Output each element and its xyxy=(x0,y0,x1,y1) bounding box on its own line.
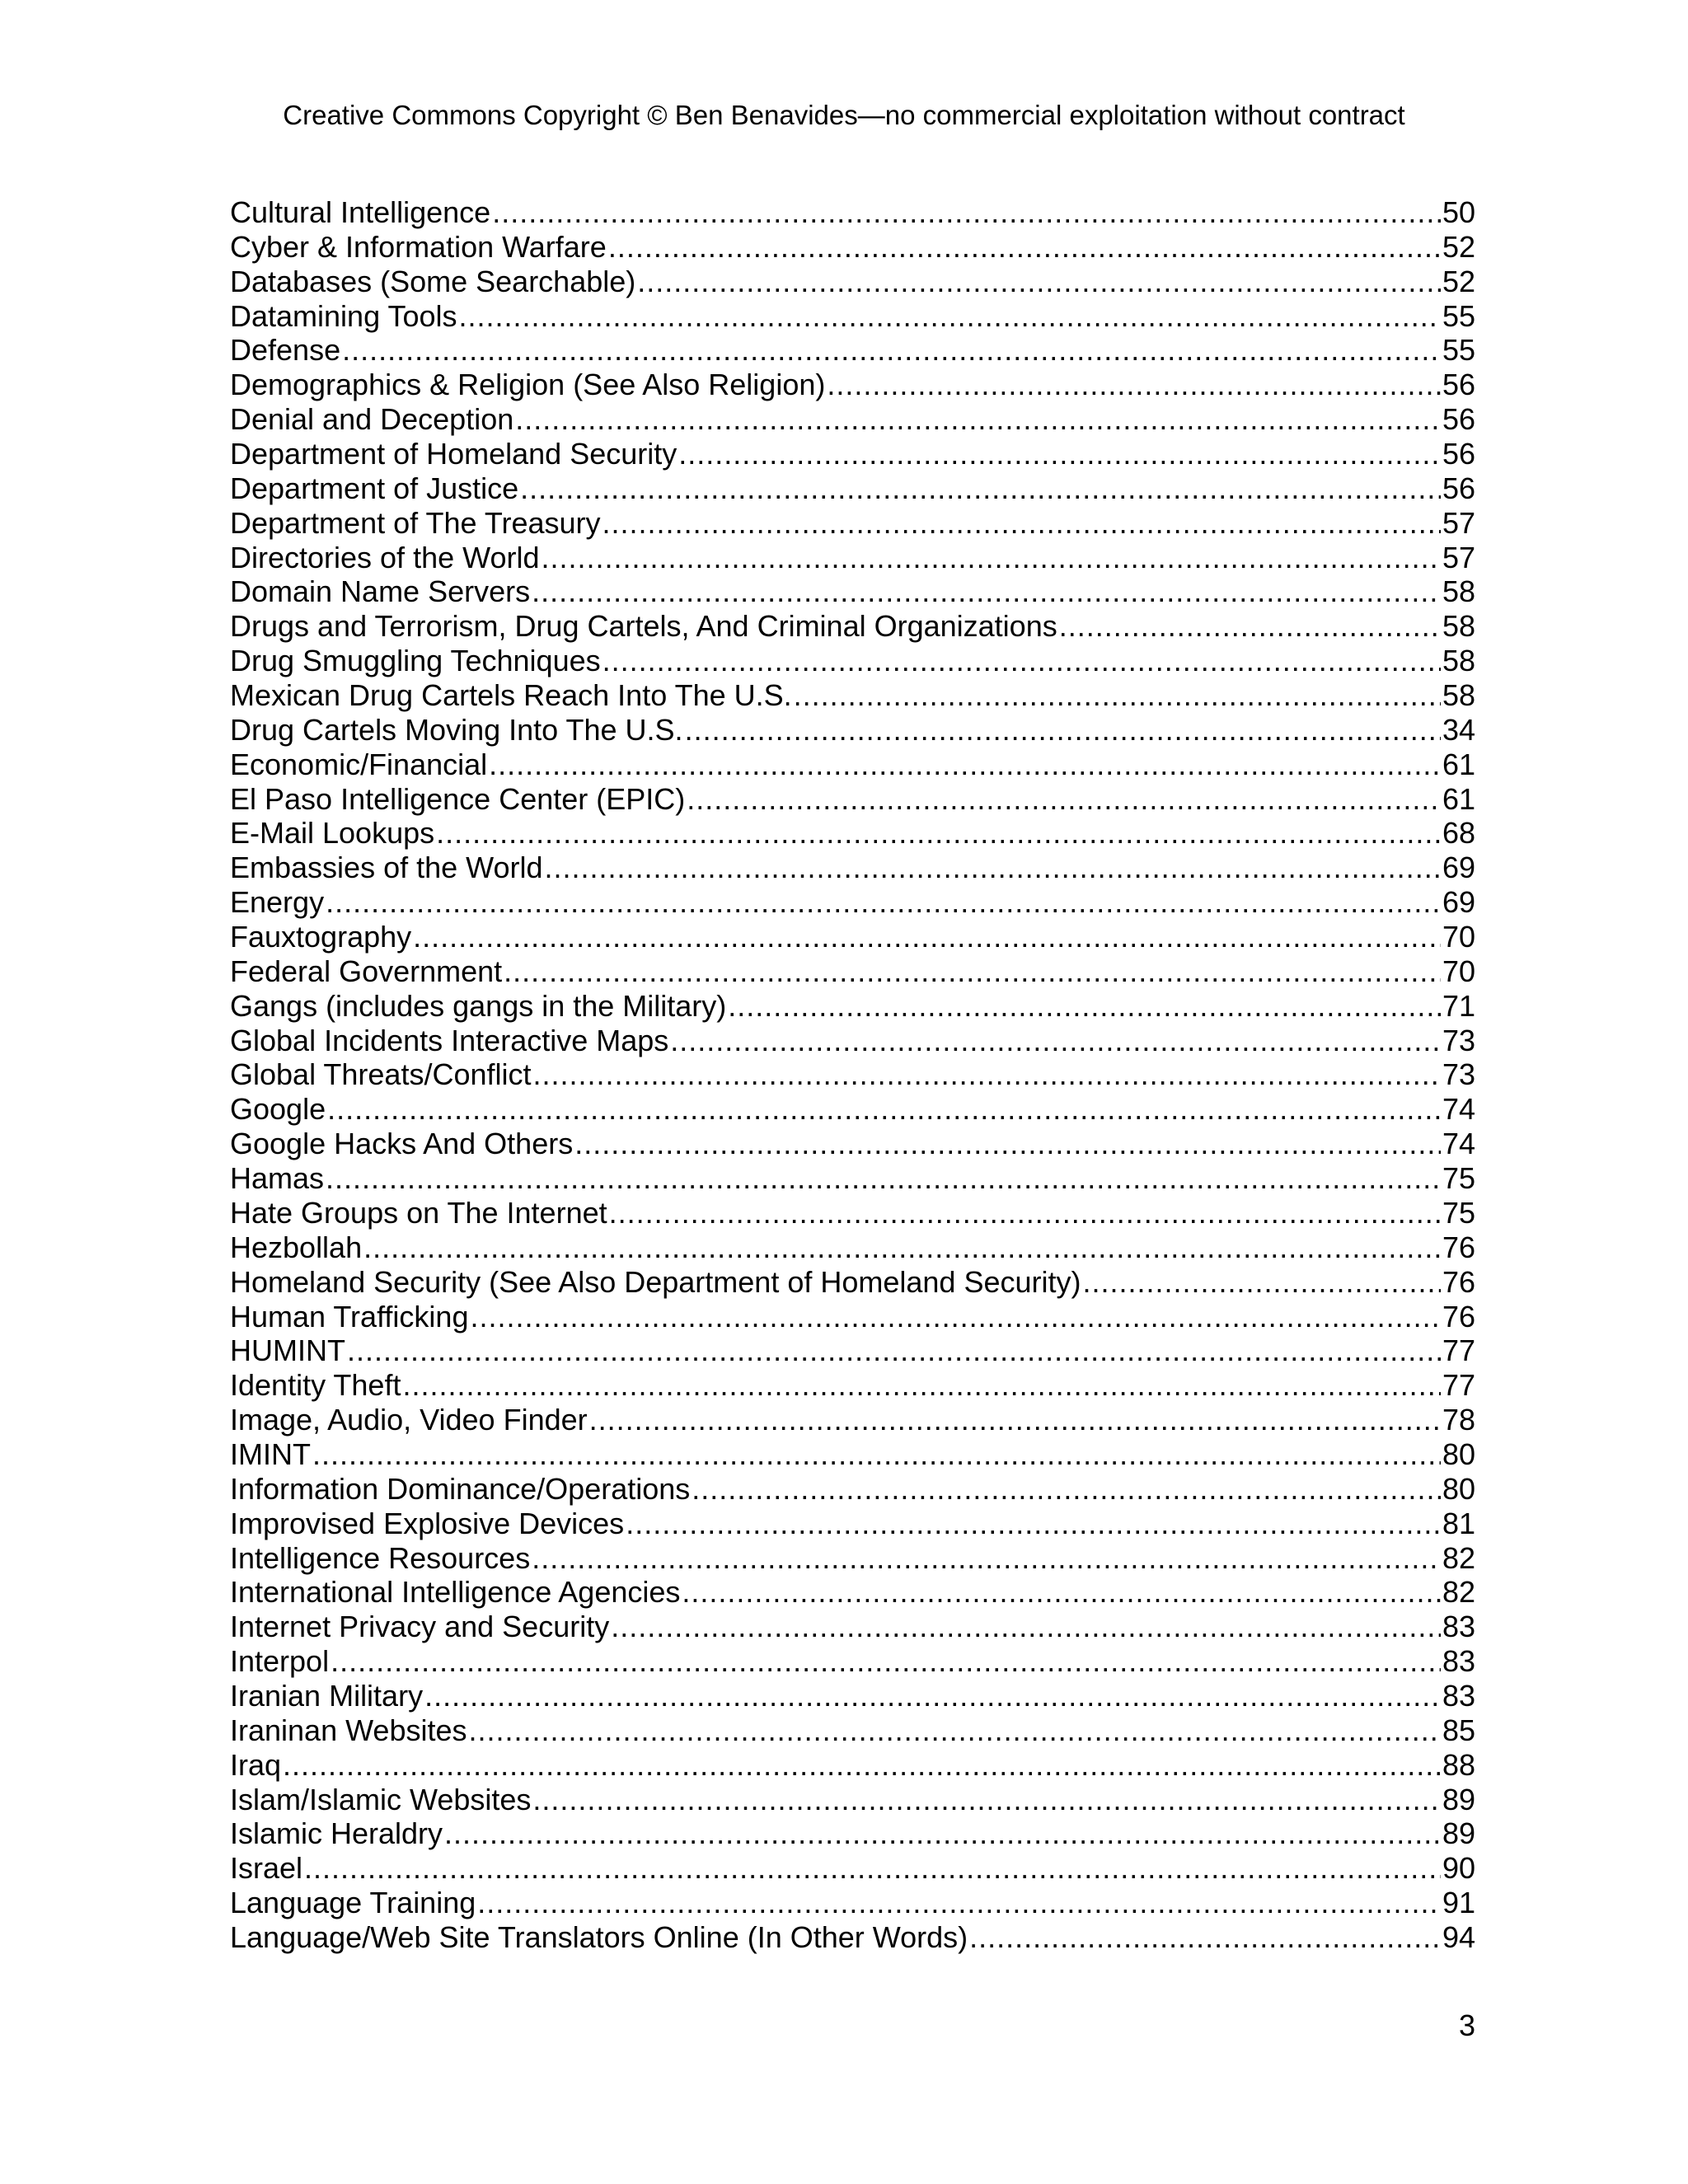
toc-entry-page: 52 xyxy=(1442,229,1475,264)
toc-entry-title: International Intelligence Agencies xyxy=(230,1575,681,1610)
toc-entry-title: Intelligence Resources xyxy=(230,1540,531,1575)
toc-entry-title: Directories of the World xyxy=(230,540,540,574)
toc-entry-title: Identity Theft xyxy=(230,1368,401,1403)
toc-entry xyxy=(230,1507,1475,1541)
toc-entry-title: Gangs (includes gangs in the Military) xyxy=(230,988,727,1023)
toc-entry-title: Drugs and Terrorism, Drug Cartels, And Criminal Organizations xyxy=(230,609,1057,644)
toc-dot-leader xyxy=(603,644,1441,678)
toc-entry-page: 76 xyxy=(1442,1230,1475,1264)
toc-entry xyxy=(230,1161,1475,1196)
toc-dot-leader xyxy=(402,1368,1440,1403)
toc-entry-page: 57 xyxy=(1442,540,1475,574)
toc-entry-page: 58 xyxy=(1442,678,1475,713)
toc-entry-page: 83 xyxy=(1442,1610,1475,1644)
toc-entry-title: Energy xyxy=(230,885,325,920)
toc-dot-leader xyxy=(470,1300,1440,1334)
toc-entry-title: Hamas xyxy=(230,1161,325,1196)
toc-entry-page: 73 xyxy=(1442,1023,1475,1057)
toc-entry xyxy=(230,574,1475,609)
toc-dot-leader xyxy=(413,920,1441,954)
toc-entry-page: 56 xyxy=(1442,368,1475,402)
toc-entry-page: 83 xyxy=(1442,1678,1475,1713)
toc-entry xyxy=(230,1851,1475,1886)
toc-entry-title: Information Dominance/Operations xyxy=(230,1471,691,1506)
toc-entry xyxy=(230,1575,1475,1610)
toc-entry-title: Hate Groups on The Internet xyxy=(230,1195,607,1230)
toc-dot-leader xyxy=(504,954,1441,989)
toc-entry xyxy=(230,333,1475,368)
toc-entry xyxy=(230,368,1475,402)
toc-entry xyxy=(230,678,1475,713)
toc-entry-title: Image, Audio, Video Finder xyxy=(230,1403,588,1437)
page-number: 3 xyxy=(1458,2008,1475,2042)
toc-entry xyxy=(230,1644,1475,1679)
toc-entry-title: Domain Name Servers xyxy=(230,574,531,609)
toc-entry-page: 82 xyxy=(1442,1575,1475,1610)
toc-entry-title: Iranian Military xyxy=(230,1678,424,1713)
toc-entry-title: Cyber & Information Warfare xyxy=(230,229,607,264)
toc-entry xyxy=(230,1783,1475,1817)
toc-entry-page: 80 xyxy=(1442,1471,1475,1506)
toc-entry-page: 61 xyxy=(1442,781,1475,816)
toc-entry-page: 83 xyxy=(1442,1644,1475,1679)
toc-entry-title: Department of Justice xyxy=(230,471,519,505)
toc-dot-leader xyxy=(589,1403,1441,1437)
toc-dot-leader xyxy=(489,748,1441,782)
toc-entry-title: Mexican Drug Cartels Reach Into The U.S. xyxy=(230,678,792,713)
toc-entry-title: Hezbollah xyxy=(230,1230,363,1264)
toc-entry-page: 77 xyxy=(1442,1368,1475,1403)
toc-dot-leader xyxy=(304,1851,1441,1886)
toc-dot-leader xyxy=(541,541,1440,575)
toc-entry xyxy=(230,1230,1475,1265)
toc-entry xyxy=(230,541,1475,575)
toc-entry xyxy=(230,471,1475,506)
toc-dot-leader xyxy=(611,1610,1441,1644)
toc-dot-leader xyxy=(532,1783,1441,1817)
toc-entry xyxy=(230,1196,1475,1230)
toc-dot-leader xyxy=(424,1679,1441,1713)
toc-entry xyxy=(230,1713,1475,1748)
toc-dot-leader xyxy=(515,402,1441,437)
toc-entry-page: 61 xyxy=(1442,747,1475,781)
toc-entry xyxy=(230,1816,1475,1851)
toc-entry-title: Drug Cartels Moving Into The U.S. xyxy=(230,712,683,747)
toc-dot-leader xyxy=(326,1161,1441,1196)
toc-entry-page: 76 xyxy=(1442,1264,1475,1299)
toc-dot-leader xyxy=(574,1127,1441,1161)
toc-entry xyxy=(230,1300,1475,1334)
toc-entry-page: 69 xyxy=(1442,851,1475,885)
toc-dot-leader xyxy=(728,989,1441,1024)
toc-dot-leader xyxy=(469,1713,1441,1748)
toc-entry-title: Google Hacks And Others xyxy=(230,1127,574,1161)
toc-entry-title: Islam/Islamic Websites xyxy=(230,1782,532,1816)
toc-entry xyxy=(230,885,1475,920)
toc-entry-title: Human Trafficking xyxy=(230,1299,469,1333)
toc-entry xyxy=(230,402,1475,437)
toc-entry xyxy=(230,1610,1475,1644)
toc-entry-title: Language/Web Site Translators Online (In Other Words) xyxy=(230,1919,968,1954)
toc-dot-leader xyxy=(331,1644,1441,1679)
toc-dot-leader xyxy=(687,782,1441,817)
toc-entry xyxy=(230,1127,1475,1161)
toc-entry xyxy=(230,851,1475,885)
toc-dot-leader xyxy=(326,885,1441,920)
toc-entry-title: Google xyxy=(230,1092,326,1127)
toc-entry-title: Economic/Financial xyxy=(230,747,488,781)
toc-entry xyxy=(230,816,1475,851)
toc-entry-page: 58 xyxy=(1442,574,1475,609)
toc-entry-page: 73 xyxy=(1442,1057,1475,1092)
toc-entry-page: 77 xyxy=(1442,1333,1475,1368)
toc-entry-page: 78 xyxy=(1442,1403,1475,1437)
toc-dot-leader xyxy=(608,230,1441,265)
toc-entry-page: 68 xyxy=(1442,816,1475,851)
toc-entry-page: 69 xyxy=(1442,885,1475,920)
toc-entry xyxy=(230,1886,1475,1920)
toc-dot-leader xyxy=(283,1748,1441,1783)
toc-dot-leader xyxy=(532,574,1441,609)
toc-entry-page: 74 xyxy=(1442,1092,1475,1127)
toc-entry-title: Drug Smuggling Techniques xyxy=(230,644,601,678)
toc-entry-page: 52 xyxy=(1442,264,1475,298)
toc-entry-page: 90 xyxy=(1442,1851,1475,1886)
toc-entry-title: Datamining Tools xyxy=(230,298,457,333)
toc-dot-leader xyxy=(1059,609,1441,644)
toc-entry-title: Cultural Intelligence xyxy=(230,195,491,229)
toc-dot-leader xyxy=(609,1196,1441,1230)
toc-entry-title: Embassies of the World xyxy=(230,851,543,885)
toc-entry-title: Iraq xyxy=(230,1747,282,1782)
toc-entry xyxy=(230,195,1475,230)
toc-entry-page: 85 xyxy=(1442,1713,1475,1747)
toc-dot-leader xyxy=(363,1230,1441,1265)
toc-entry-page: 55 xyxy=(1442,298,1475,333)
toc-dot-leader xyxy=(312,1437,1441,1472)
toc-entry xyxy=(230,1057,1475,1092)
toc-entry xyxy=(230,1541,1475,1576)
toc-entry-page: 56 xyxy=(1442,402,1475,437)
toc-entry xyxy=(230,713,1475,748)
toc-entry xyxy=(230,989,1475,1024)
toc-entry-page: 70 xyxy=(1442,954,1475,988)
toc-entry-page: 88 xyxy=(1442,1747,1475,1782)
toc-entry xyxy=(230,748,1475,782)
toc-entry-title: Global Incidents Interactive Maps xyxy=(230,1023,669,1057)
toc-entry-title: Iraninan Websites xyxy=(230,1713,467,1747)
toc-entry xyxy=(230,1403,1475,1437)
toc-dot-leader xyxy=(533,1057,1441,1092)
table-of-contents xyxy=(230,195,1475,1955)
toc-dot-leader xyxy=(637,265,1441,299)
toc-dot-leader xyxy=(342,333,1441,368)
toc-entry-title: E-Mail Lookups xyxy=(230,816,435,851)
toc-entry xyxy=(230,920,1475,954)
toc-entry-page: 82 xyxy=(1442,1540,1475,1575)
toc-dot-leader xyxy=(670,1024,1441,1058)
toc-entry-title: Israel xyxy=(230,1851,303,1886)
toc-entry xyxy=(230,1368,1475,1403)
toc-entry-page: 56 xyxy=(1442,471,1475,505)
toc-dot-leader xyxy=(794,678,1441,713)
toc-dot-leader xyxy=(685,713,1441,748)
toc-entry-page: 55 xyxy=(1442,333,1475,368)
toc-entry-title: Homeland Security (See Also Department of Homeland Security) xyxy=(230,1264,1081,1299)
toc-entry xyxy=(230,954,1475,989)
toc-entry xyxy=(230,265,1475,299)
toc-dot-leader xyxy=(626,1507,1441,1541)
toc-entry xyxy=(230,609,1475,644)
toc-entry xyxy=(230,437,1475,471)
toc-entry-page: 71 xyxy=(1442,988,1475,1023)
toc-entry-page: 91 xyxy=(1442,1886,1475,1920)
toc-entry-title: HUMINT xyxy=(230,1333,345,1368)
toc-entry-title: Department of The Treasury xyxy=(230,505,601,540)
toc-entry-title: Fauxtography xyxy=(230,920,412,954)
toc-dot-leader xyxy=(682,1575,1441,1610)
toc-entry xyxy=(230,1024,1475,1058)
toc-entry-title: IMINT xyxy=(230,1436,311,1471)
toc-entry-title: Islamic Heraldry xyxy=(230,1816,443,1851)
toc-entry xyxy=(230,644,1475,678)
toc-entry-page: 75 xyxy=(1442,1161,1475,1196)
toc-entry-title: Federal Government xyxy=(230,954,503,988)
toc-dot-leader xyxy=(458,299,1440,334)
toc-entry-title: Defense xyxy=(230,333,341,368)
toc-entry-page: 50 xyxy=(1442,195,1475,229)
toc-entry xyxy=(230,1472,1475,1507)
toc-dot-leader xyxy=(827,368,1441,402)
toc-entry xyxy=(230,1092,1475,1127)
toc-dot-leader xyxy=(520,471,1441,506)
toc-entry xyxy=(230,1920,1475,1955)
toc-dot-leader xyxy=(444,1816,1441,1851)
toc-entry xyxy=(230,782,1475,817)
toc-entry xyxy=(230,1333,1475,1368)
toc-entry xyxy=(230,299,1475,334)
toc-entry-page: 76 xyxy=(1442,1299,1475,1333)
toc-dot-leader xyxy=(492,195,1441,230)
toc-dot-leader xyxy=(678,437,1441,471)
toc-entry xyxy=(230,1437,1475,1472)
toc-entry xyxy=(230,1265,1475,1300)
toc-entry-page: 80 xyxy=(1442,1436,1475,1471)
toc-dot-leader xyxy=(692,1472,1441,1507)
toc-dot-leader xyxy=(603,506,1441,541)
toc-entry xyxy=(230,506,1475,541)
toc-dot-leader xyxy=(969,1920,1441,1955)
toc-entry-page: 58 xyxy=(1442,644,1475,678)
page-header-copyright: Creative Commons Copyright © Ben Benavides—no commercial exploitation without contract xyxy=(283,100,1405,130)
toc-entry-page: 89 xyxy=(1442,1816,1475,1851)
toc-entry xyxy=(230,1679,1475,1713)
toc-entry-title: Interpol xyxy=(230,1644,330,1679)
toc-entry-page: 94 xyxy=(1442,1919,1475,1954)
toc-entry-page: 81 xyxy=(1442,1506,1475,1540)
toc-entry-page: 89 xyxy=(1442,1782,1475,1816)
toc-entry-title: Denial and Deception xyxy=(230,402,514,437)
toc-entry-page: 34 xyxy=(1442,712,1475,747)
toc-entry-page: 56 xyxy=(1442,437,1475,471)
toc-entry-title: Improvised Explosive Devices xyxy=(230,1506,625,1540)
toc-dot-leader xyxy=(327,1092,1441,1127)
toc-entry-page: 70 xyxy=(1442,920,1475,954)
toc-entry xyxy=(230,1748,1475,1783)
toc-entry-page: 74 xyxy=(1442,1127,1475,1161)
toc-dot-leader xyxy=(545,851,1441,885)
toc-entry-title: Language Training xyxy=(230,1886,476,1920)
toc-entry-title: Department of Homeland Security xyxy=(230,437,678,471)
toc-entry-page: 75 xyxy=(1442,1195,1475,1230)
toc-dot-leader xyxy=(532,1541,1441,1576)
toc-dot-leader xyxy=(436,816,1441,851)
toc-dot-leader xyxy=(1082,1265,1440,1300)
toc-entry-title: Demographics & Religion (See Also Religion) xyxy=(230,368,826,402)
toc-dot-leader xyxy=(347,1333,1441,1368)
toc-entry xyxy=(230,230,1475,265)
toc-dot-leader xyxy=(477,1886,1441,1920)
toc-entry-title: El Paso Intelligence Center (EPIC) xyxy=(230,781,686,816)
toc-entry-title: Internet Privacy and Security xyxy=(230,1610,610,1644)
toc-entry-title: Databases (Some Searchable) xyxy=(230,264,636,298)
toc-entry-page: 58 xyxy=(1442,609,1475,644)
toc-entry-title: Global Threats/Conflict xyxy=(230,1057,532,1092)
toc-entry-page: 57 xyxy=(1442,505,1475,540)
